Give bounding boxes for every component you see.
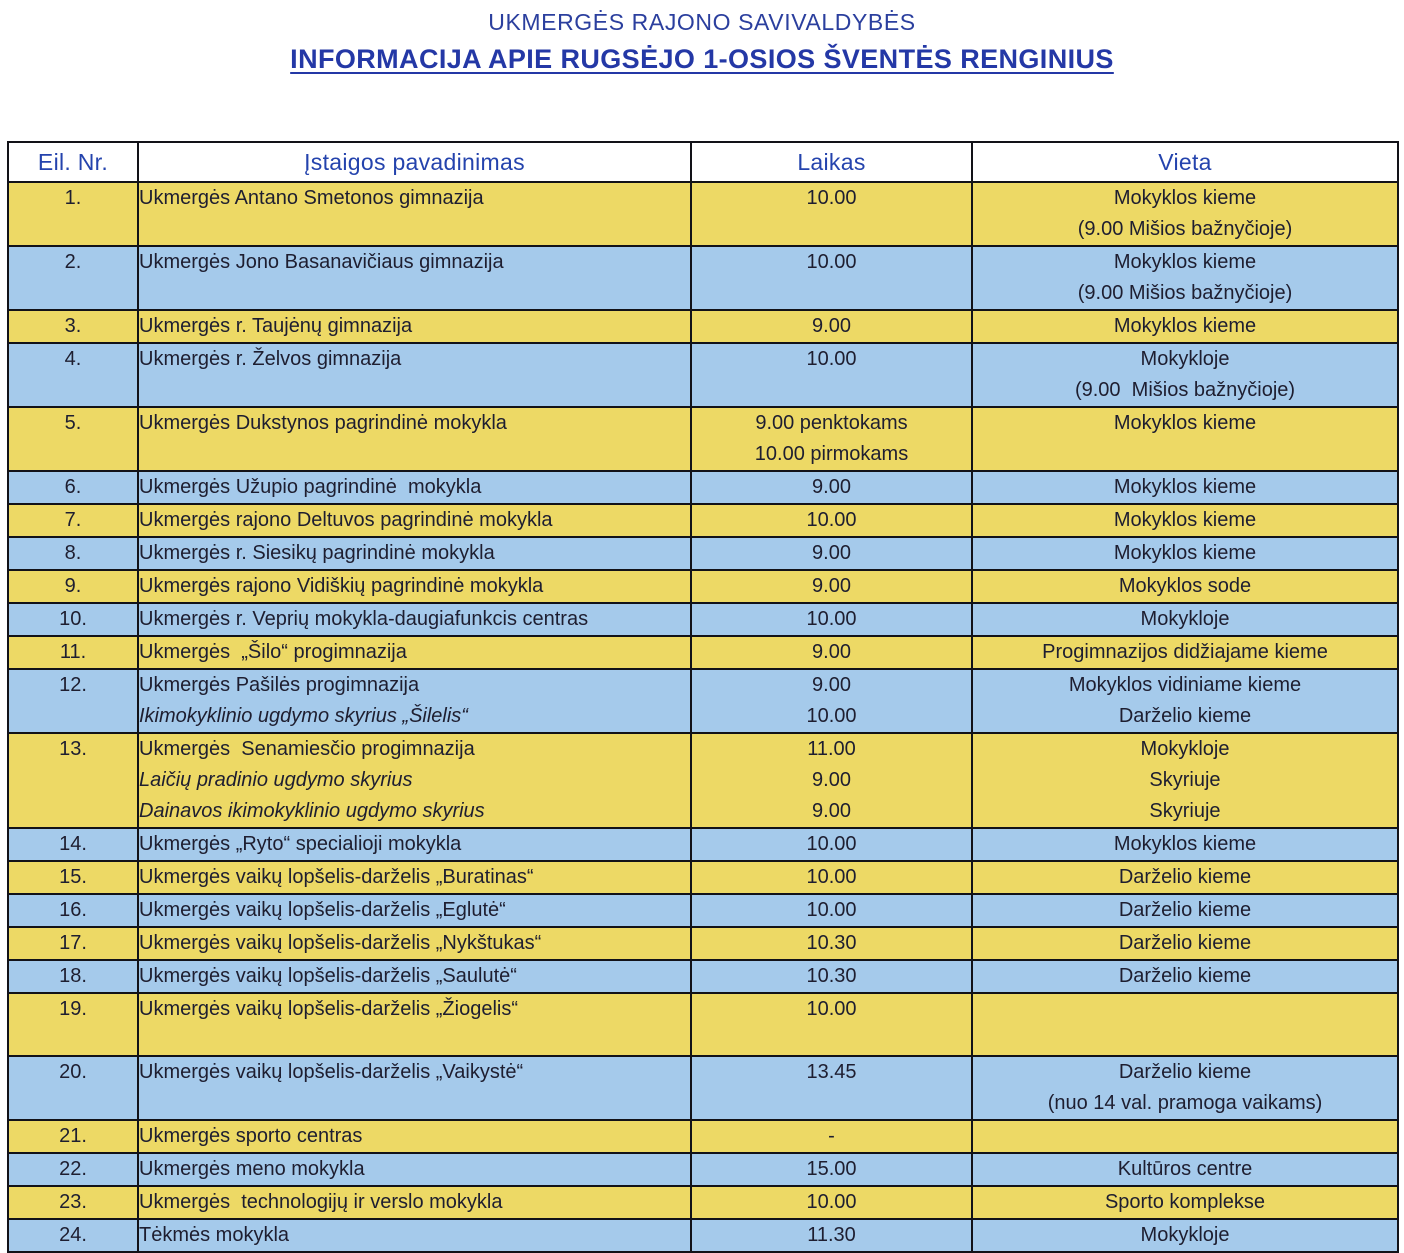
institution-cell: [138, 960, 691, 993]
cell-line: (9.00 Mišios bažnyčioje): [1077, 282, 1293, 304]
cell-line: Laičių pradinio ugdymo skyrius: [139, 769, 413, 791]
cell-line: Ukmergės vaikų lopšelis-darželis „Eglutė“: [139, 899, 506, 921]
time-cell: [691, 570, 972, 603]
place-cell: [972, 1056, 1398, 1120]
cell-line: Ukmergės vaikų lopšelis-darželis „Buratinas“: [139, 866, 534, 888]
row-number-cell: [8, 407, 138, 471]
row-number-cell: [8, 861, 138, 894]
cell-line: Progimnazijos didžiajame kieme: [1042, 641, 1328, 663]
institution-cell: [138, 603, 691, 636]
cell-line: 2.: [64, 251, 82, 273]
table-row: [8, 894, 1398, 927]
cell-line: 9.00 penktokams: [755, 412, 908, 434]
time-cell: [691, 1120, 972, 1153]
cell-line: Darželio kieme: [1118, 965, 1252, 987]
time-cell: [691, 1056, 972, 1120]
cell-line: Darželio kieme: [1118, 705, 1252, 727]
table-header-row: [8, 142, 1398, 182]
cell-line: (9.00 Mišios bažnyčioje): [1074, 379, 1296, 401]
time-cell: [691, 246, 972, 310]
institution-cell: [138, 407, 691, 471]
table-row: [8, 828, 1398, 861]
institution-cell: [138, 310, 691, 343]
institution-cell: [138, 636, 691, 669]
cell-line: 11.30: [807, 1224, 856, 1246]
cell-line: 13.45: [806, 1061, 857, 1083]
row-number-cell: [8, 570, 138, 603]
institution-cell: [138, 537, 691, 570]
institution-cell: [138, 246, 691, 310]
row-number-cell: [8, 504, 138, 537]
cell-line: 4.: [64, 348, 82, 370]
time-cell: [691, 960, 972, 993]
row-number-cell: [8, 603, 138, 636]
place-cell: [972, 603, 1398, 636]
table-row: [8, 570, 1398, 603]
events-table: [7, 141, 1399, 1253]
cell-line: Ukmergės vaikų lopšelis-darželis „Žiogelis“: [139, 998, 519, 1020]
place-cell: [972, 1120, 1398, 1153]
cell-line: Mokykloje: [1140, 738, 1230, 760]
cell-line: 10.00: [806, 899, 857, 921]
row-number-cell: [8, 636, 138, 669]
cell-line: Ukmergės Užupio pagrindinė mokykla: [139, 476, 482, 498]
page-subtitle: INFORMACIJA APIE RUGSĖJO 1-OSIOS ŠVENTĖS RENGINIUS: [290, 44, 1114, 74]
table-row: [8, 1219, 1398, 1252]
cell-line: Skyriuje: [1149, 800, 1221, 822]
cell-line: Ukmergės r. Želvos gimnazija: [139, 348, 402, 370]
time-cell: [691, 407, 972, 471]
row-number-cell: [8, 1120, 138, 1153]
cell-line: 10.00: [806, 187, 857, 209]
place-cell: [972, 960, 1398, 993]
place-cell: [972, 1186, 1398, 1219]
place-cell: [972, 343, 1398, 407]
cell-line: Mokyklos kieme: [1113, 187, 1257, 209]
place-cell: [972, 733, 1398, 828]
institution-cell: [138, 1153, 691, 1186]
institution-cell: [138, 570, 691, 603]
cell-line: Tėkmės mokykla: [139, 1224, 290, 1246]
institution-cell: [138, 182, 691, 246]
cell-line: 7.: [64, 509, 82, 531]
cell-line: 6.: [64, 476, 82, 498]
cell-line: 10.30: [806, 965, 857, 987]
cell-line: Darželio kieme: [1118, 932, 1252, 954]
time-cell: [691, 310, 972, 343]
cell-line: 10.: [59, 608, 87, 630]
cell-line: 9.: [64, 575, 82, 597]
table-row: [8, 182, 1398, 246]
column-header-time: Laikas: [691, 142, 972, 182]
table-row: [8, 407, 1398, 471]
place-cell: [972, 636, 1398, 669]
row-number-cell: [8, 1153, 138, 1186]
time-cell: [691, 733, 972, 828]
row-number-cell: [8, 669, 138, 733]
place-cell: [972, 407, 1398, 471]
time-cell: [691, 1186, 972, 1219]
cell-line: Mokyklos kieme: [1113, 315, 1257, 337]
row-number-cell: [8, 343, 138, 407]
column-header-number: Eil. Nr.: [8, 142, 138, 182]
table-row: [8, 636, 1398, 669]
institution-cell: [138, 343, 691, 407]
table-row: [8, 471, 1398, 504]
cell-line: Mokyklos kieme: [1113, 412, 1257, 434]
cell-line: 10.00: [806, 509, 857, 531]
cell-line: Mokyklos kieme: [1113, 251, 1257, 273]
cell-line: 18.: [59, 965, 87, 987]
cell-line: Ukmergės vaikų lopšelis-darželis „Nykštukas“: [139, 932, 542, 954]
time-cell: [691, 343, 972, 407]
time-cell: [691, 636, 972, 669]
cell-line: 10.00: [806, 705, 857, 727]
time-cell: [691, 828, 972, 861]
cell-line: 10.00: [806, 866, 857, 888]
place-cell: [972, 993, 1398, 1056]
institution-cell: [138, 894, 691, 927]
institution-cell: [138, 733, 691, 828]
institution-cell: [138, 471, 691, 504]
cell-line: Ukmergės rajono Deltuvos pagrindinė mokykla: [139, 509, 553, 531]
institution-cell: [138, 927, 691, 960]
table-row: [8, 1120, 1398, 1153]
cell-line: 20.: [59, 1061, 87, 1083]
cell-line: Ukmergės r. Siesikų pagrindinė mokykla: [139, 542, 495, 564]
table-row: [8, 993, 1398, 1056]
cell-line: Ukmergės r. Taujėnų gimnazija: [139, 315, 413, 337]
cell-line: Ukmergės sporto centras: [139, 1125, 363, 1147]
row-number-cell: [8, 1186, 138, 1219]
cell-line: 21.: [59, 1125, 87, 1147]
time-cell: [691, 537, 972, 570]
place-cell: [972, 570, 1398, 603]
row-number-cell: [8, 993, 138, 1056]
row-number-cell: [8, 828, 138, 861]
row-number-cell: [8, 246, 138, 310]
table-row: [8, 504, 1398, 537]
document-header: [0, 0, 1404, 77]
place-cell: [972, 1219, 1398, 1252]
cell-line: Ukmergės Senamiesčio progimnazija: [139, 738, 475, 760]
cell-line: Ukmergės rajono Vidiškių pagrindinė mokykla: [139, 575, 544, 597]
cell-line: Mokyklos sode: [1118, 575, 1252, 597]
place-cell: [972, 310, 1398, 343]
row-number-cell: [8, 927, 138, 960]
cell-line: Mokykloje: [1140, 608, 1230, 630]
cell-line: 23.: [59, 1191, 87, 1213]
cell-line: Mokyklos kieme: [1113, 476, 1257, 498]
cell-line: Dainavos ikimokyklinio ugdymo skyrius: [139, 800, 485, 822]
place-cell: [972, 1153, 1398, 1186]
cell-line: Ukmergės technologijų ir verslo mokykla: [139, 1191, 503, 1213]
time-cell: [691, 1153, 972, 1186]
cell-line: Skyriuje: [1149, 769, 1221, 791]
cell-line: 10.30: [806, 932, 857, 954]
time-cell: [691, 182, 972, 246]
cell-line: 10.00: [806, 1191, 857, 1213]
cell-line: 5.: [64, 412, 82, 434]
cell-line: 13.: [59, 738, 87, 760]
row-number-cell: [8, 310, 138, 343]
cell-line: Ukmergės „Ryto“ specialioji mokykla: [139, 833, 462, 855]
table-row: [8, 669, 1398, 733]
cell-line: 10.00: [806, 251, 857, 273]
cell-line: 17.: [59, 932, 87, 954]
place-cell: [972, 504, 1398, 537]
cell-line: (9.00 Mišios bažnyčioje): [1077, 218, 1293, 240]
cell-line: 15.00: [806, 1158, 857, 1180]
institution-cell: [138, 861, 691, 894]
cell-line: 9.00: [812, 769, 851, 791]
cell-line: Ukmergės vaikų lopšelis-darželis „Saulutė“: [139, 965, 517, 987]
cell-line: Mokykloje: [1140, 1224, 1230, 1246]
cell-line: Ukmergės Pašilės progimnazija: [139, 674, 420, 696]
cell-line: 16.: [59, 899, 87, 921]
place-cell: [972, 927, 1398, 960]
cell-line: Mokyklos kieme: [1113, 833, 1257, 855]
place-cell: [972, 828, 1398, 861]
cell-line: 9.00: [812, 641, 851, 663]
institution-cell: [138, 1186, 691, 1219]
cell-line: 10.00: [806, 998, 857, 1020]
table-row: [8, 1153, 1398, 1186]
cell-line: 11.: [59, 641, 87, 663]
table-row: [8, 343, 1398, 407]
cell-line: Kultūros centre: [1117, 1158, 1253, 1180]
cell-line: (nuo 14 val. pramoga vaikams): [1047, 1092, 1323, 1114]
table-row: [8, 310, 1398, 343]
cell-line: 24.: [59, 1224, 87, 1246]
table-row: [8, 537, 1398, 570]
place-cell: [972, 894, 1398, 927]
table-row: [8, 733, 1398, 828]
time-cell: [691, 471, 972, 504]
cell-line: Darželio kieme: [1118, 866, 1252, 888]
time-cell: [691, 603, 972, 636]
institution-cell: [138, 993, 691, 1056]
page-title: UKMERGĖS RAJONO SAVIVALDYBĖS: [488, 9, 916, 35]
time-cell: [691, 894, 972, 927]
institution-cell: [138, 1120, 691, 1153]
cell-line: Mokyklos vidiniame kieme: [1068, 674, 1302, 696]
cell-line: 10.00 pirmokams: [754, 443, 909, 465]
cell-line: 9.00: [812, 800, 851, 822]
cell-line: 9.00: [812, 674, 851, 696]
cell-line: 22.: [59, 1158, 87, 1180]
cell-line: Ikimokyklinio ugdymo skyrius „Šilelis“: [139, 705, 468, 727]
cell-line: Ukmergės meno mokykla: [139, 1158, 365, 1180]
cell-line: 10.00: [806, 348, 857, 370]
cell-line: Darželio kieme: [1118, 899, 1252, 921]
row-number-cell: [8, 960, 138, 993]
table-row: [8, 246, 1398, 310]
cell-line: 8.: [64, 542, 82, 564]
cell-line: 14.: [59, 833, 87, 855]
time-cell: [691, 861, 972, 894]
institution-cell: [138, 669, 691, 733]
place-cell: [972, 182, 1398, 246]
row-number-cell: [8, 537, 138, 570]
institution-cell: [138, 1056, 691, 1120]
institution-cell: [138, 828, 691, 861]
cell-line: 12.: [59, 674, 87, 696]
cell-line: Ukmergės r. Veprių mokykla-daugiafunkcis centras: [139, 608, 589, 630]
time-cell: [691, 927, 972, 960]
place-cell: [972, 669, 1398, 733]
cell-line: 10.00: [806, 833, 857, 855]
cell-line: Ukmergės Jono Basanavičiaus gimnazija: [139, 251, 504, 273]
place-cell: [972, 537, 1398, 570]
institution-cell: [138, 504, 691, 537]
cell-line: Ukmergės „Šilo“ progimnazija: [139, 641, 407, 663]
cell-line: Mokyklos kieme: [1113, 542, 1257, 564]
table-row: [8, 1186, 1398, 1219]
time-cell: [691, 669, 972, 733]
cell-line: 1.: [64, 187, 82, 209]
cell-line: Sporto komplekse: [1104, 1191, 1266, 1213]
time-cell: [691, 993, 972, 1056]
column-header-place: Vieta: [972, 142, 1398, 182]
table-row: [8, 603, 1398, 636]
row-number-cell: [8, 1219, 138, 1252]
cell-line: -: [828, 1125, 835, 1147]
cell-line: 9.00: [812, 476, 851, 498]
cell-line: Mokyklos kieme: [1113, 509, 1257, 531]
cell-line: Ukmergės Antano Smetonos gimnazija: [139, 187, 484, 209]
time-cell: [691, 1219, 972, 1252]
events-table-body: [8, 182, 1398, 1252]
table-row: [8, 1056, 1398, 1120]
cell-line: Darželio kieme: [1118, 1061, 1252, 1083]
cell-line: 9.00: [812, 315, 851, 337]
cell-line: Ukmergės vaikų lopšelis-darželis „Vaikystė“: [139, 1061, 524, 1083]
row-number-cell: [8, 182, 138, 246]
table-row: [8, 861, 1398, 894]
cell-line: 11.00: [807, 738, 856, 760]
row-number-cell: [8, 1056, 138, 1120]
row-number-cell: [8, 894, 138, 927]
institution-cell: [138, 1219, 691, 1252]
place-cell: [972, 246, 1398, 310]
column-header-institution: Įstaigos pavadinimas: [138, 142, 691, 182]
place-cell: [972, 861, 1398, 894]
row-number-cell: [8, 471, 138, 504]
table-row: [8, 960, 1398, 993]
row-number-cell: [8, 733, 138, 828]
cell-line: 9.00: [812, 542, 851, 564]
cell-line: 9.00: [812, 575, 851, 597]
table-row: [8, 927, 1398, 960]
cell-line: 10.00: [806, 608, 857, 630]
place-cell: [972, 471, 1398, 504]
cell-line: 19.: [59, 998, 87, 1020]
time-cell: [691, 504, 972, 537]
cell-line: 3.: [64, 315, 82, 337]
cell-line: Ukmergės Dukstynos pagrindinė mokykla: [139, 412, 507, 434]
cell-line: Mokykloje: [1140, 348, 1230, 370]
cell-line: 15.: [59, 866, 87, 888]
